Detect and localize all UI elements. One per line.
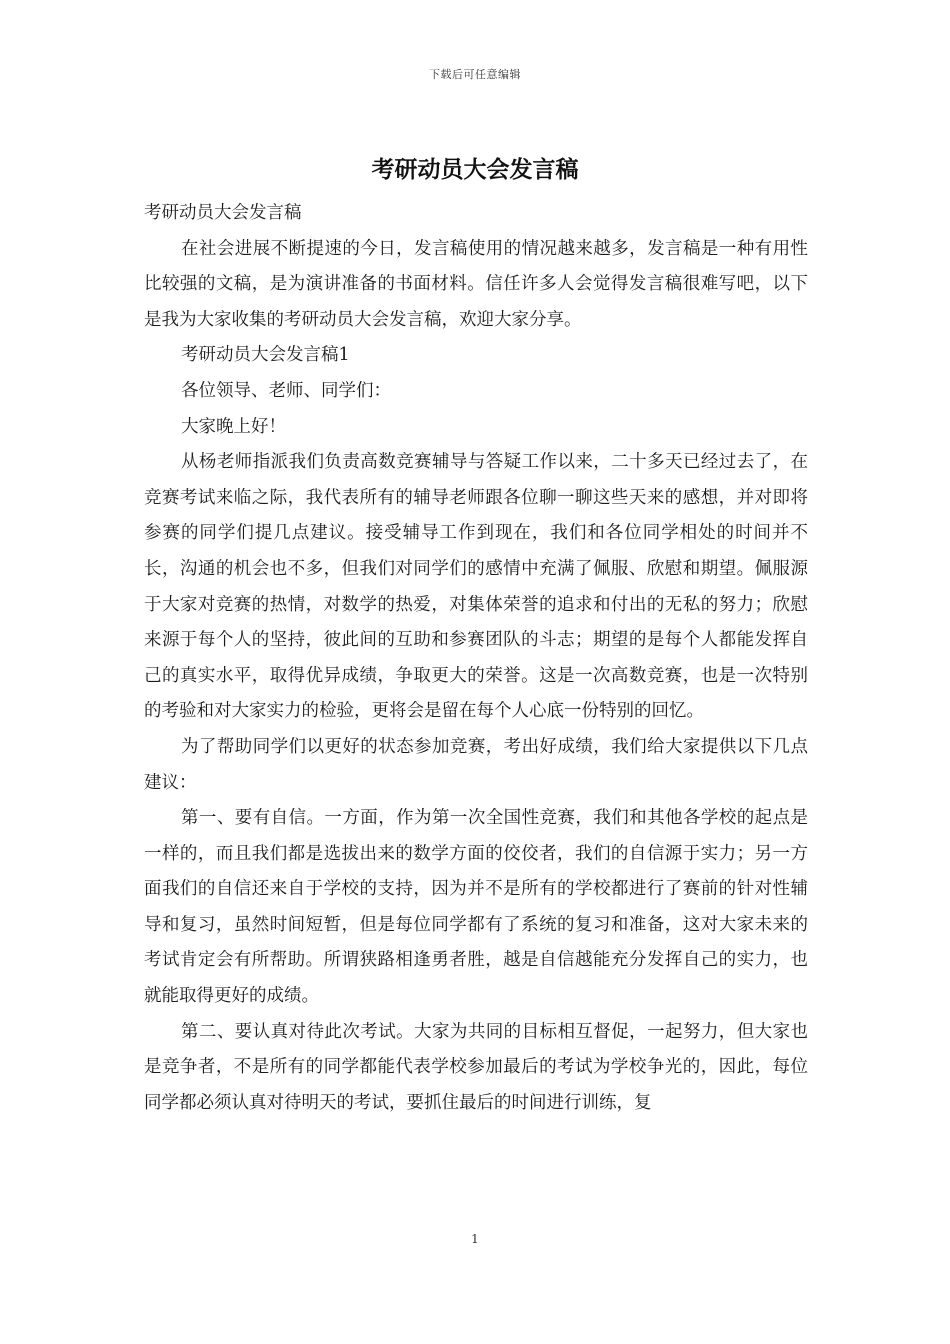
paragraph-intro: 在社会进展不断提速的今日，发言稿使用的情况越来越多，发言稿是一种有用性比较强的文稿，是为演讲准备的书面材料。信任许多人会觉得发言稿很难写吧，以下是我为大家收集的考研动员大会发言稿，欢迎大家分享。 (144, 238, 808, 330)
paragraph-body-1: 从杨老师指派我们负责高数竞赛辅导与答疑工作以来，二十多天已经过去了，在竞赛考试来临之际，我代表所有的辅导老师跟各位聊一聊这些天来的感想，并对即将参赛的同学们提几点建议。接受辅导工作到现在，我们和各位同学相处的时间并不长，沟通的机会也不多，但我们对同学们的感情中充满了佩服、欣慰和期望。佩服源于大家对竞赛的热情，对数学的热爱，对集体荣誉的追求和付出的无私的努力；欣慰来源于每个人的坚持，彼此间的互助和参赛团队的斗志；期望的是每个人都能发挥自己的真实水平，取得优异成绩，争取更大的荣誉。这是一次高数竞赛，也是一次特别的考验和对大家实力的检验，更将会是留在每个人心底一份特别的回忆。 (144, 452, 808, 722)
paragraph-body-2: 为了帮助同学们以更好的状态参加竞赛，考出好成绩，我们给大家提供以下几点建议： (144, 736, 808, 793)
paragraph-section-heading: 考研动员大会发言稿1 (181, 345, 350, 366)
page-number: 1 (471, 1232, 479, 1246)
paragraph-subtitle: 考研动员大会发言稿 (144, 203, 302, 223)
document-title: 考研动员大会发言稿 (371, 156, 579, 183)
document-body (144, 196, 808, 1121)
paragraph-body-3: 第一、要有自信。一方面，作为第一次全国性竞赛，我们和其他各学校的起点是一样的，而且我们都是选拔出来的数学方面的佼佼者，我们的自信源于实力；另一方面我们的自信还来自于学校的支持，因为并不是所有的学校都进行了赛前的针对性辅导和复习，虽然时间短暂，但是每位同学都有了系统的复习和准备，这对大家未来的考试肯定会有所帮助。所谓狭路相逢勇者胜，越是自信越能充分发挥自己的实力，也就能取得更好的成绩。 (144, 808, 808, 1007)
paragraph-greeting: 大家晚上好！ (181, 416, 286, 437)
paragraph-body-4: 第二、要认真对待此次考试。大家为共同的目标相互督促，一起努力，但大家也是竞争者，不是所有的同学都能代表学校参加最后的考试为学校争光的，因此，每位同学都必须认真对待明天的考试，要抓住最后的时间进行训练，复 (144, 1021, 808, 1113)
paragraph-salutation: 各位领导、老师、同学们： (181, 380, 391, 401)
page-header: 下载后可任意编辑 (429, 68, 521, 81)
